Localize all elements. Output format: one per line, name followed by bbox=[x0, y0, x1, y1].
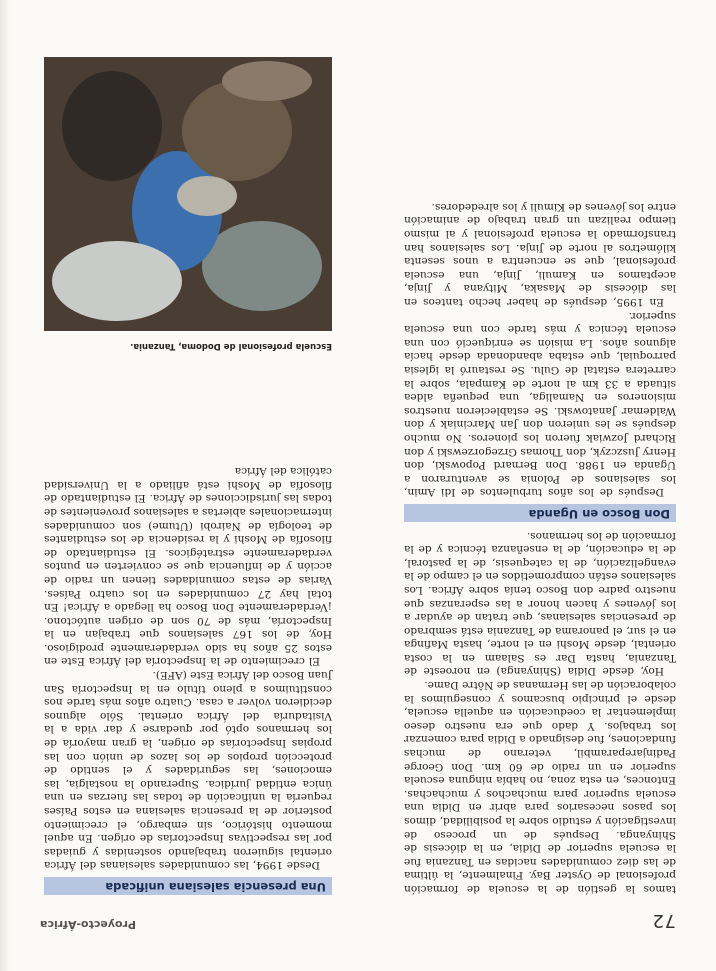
section-heading-unified: Una presencia salesiana unificada bbox=[44, 877, 332, 895]
paragraph: tamos la gestión de la escuela de formación profesional de Oyster Bay. Finalmente, la última de las diez comunidades nacidas en Tanzania fue la escuela superior de Didia, en la diócesis de Shinyanga. Después de un proceso de investigación y estudio sobre la posibilidad, dimos los pasos necesarios para abrir en Didia una escuela superior para muchachos y muchachas. Entonces, en esta zona, no había ninguna escuela superior en un radio de 60 km. Don George Padinjareparambil, veterano de muchas fundaciones, fue designado a Didia para comenzar los trabajos. Y dado que era nuestro deseo implementar la coeducación en aquella escuela, desde el principio buscamos y conseguimos la colaboración de las Hermanas de Nôtre Dame. bbox=[403, 679, 676, 895]
page-number: 72 bbox=[652, 910, 676, 931]
section-heading-uganda: Don Bosco en Uganda bbox=[404, 504, 676, 522]
paragraph: El crecimiento de la Inspectoría del África Este en estos 25 años ha sido verdaderamente prodigioso. Hoy, de los 167 salesianos que trabajan en la Inspectoría, más de 70 son de origen autóctono. ¡Verdaderamente Don Bosco ha llegado a África! En total hay 27 comunidades en los cuatro Países. Varias de estas comunidades tienen un radio de acción y de influencia que se convierten en puntos verdaderamente estratégicos. El estudiantado de filosofía de Moshi y la residencia de los estudiantes de teología de Nairobi (Utume) son comunidades internacionales abiertas a salesianos provenientes de todas las jurisdicciones de África. El estudiantado de filosofía de Moshi está afiliado a la Universidad católica del África bbox=[44, 465, 332, 668]
paragraph: Después de los años turbulentos de Idi Amin, los salesianos de Polonia se aventuraron a Uganda en 1988. Don Bernard Popowski, don Henry Juszczyk, don Thomas Grzegorzewski y don Richard Jozwiak fueron los pioneros. No mucho después se les unieron don Jan Marciniak y don Waldemar Janatowski. Se establecieron nuestros misioneros en Namaliga, una pequeña aldea situada a 33 km al norte de Kampala, sobre la carretera estatal de Gulu. Se restauró la iglesia parroquial, que estaba abandonada desde hacía algunos años. La misión se enriqueció con una escuela técnica y más tarde con una escuela superior. bbox=[404, 309, 676, 499]
left-column bbox=[404, 199, 676, 895]
paragraph: En 1995, después de haber hecho tanteos en las diócesis de Masaka, Mityana y Jinja, aceptamos en Kamuli, Jinja, una escuela profesional, que se encuentra a unos sesenta kilómetros al norte de Jinja. Los salesianos han transformado la escuela profesional y al mismo tiempo realizan un gran trabajo de animación entre los jóvenes de Kimuli y los alrededores. bbox=[404, 200, 676, 309]
paragraph: Desde 1994, las comunidades salesianas del África oriental siguieron trabajando sostenidas y guiadas por las respectivas Inspectorías de origen. En aquel momento histórico, sin embargo, el crecimiento posterior de la presencia salesiana en estos Países requería la unificación de todas las fuerzas en una única entidad jurídica. Superando la nostalgia, las emociones, las seguridades y el sentido de protección propios de los lazos de unión con las propias Inspectorías de origen, la gran mayoría de los hermanos optó por quedarse y dar vida a la Visitaduría del África oriental. Sólo algunos decidieron volver a casa. Cuatro años más tarde nos constituimos a pleno título en la Inspectoría San Juan Bosco del África Este (AFE). bbox=[44, 669, 332, 872]
paragraph: Hoy, desde Didia (Shinyanga) en noroeste de Tanzania, hasta Dar es Salaam en la costa oriental, desde Moshi en el norte, hasta Mafinga en el sur, el panorama de Tanzania está sembrado de presencias salesianas, que tratan de ayudar a los jóvenes y hacen honor a las esperanzas que nuestro padre don Bosco tenía sobre África. Los salesianos están comprometidos en el campo de la evangelización, de la catequesis, de la pastoral, de la educación, de la enseñanza técnica y de la formación de los hermanos. bbox=[404, 529, 676, 678]
running-head: Proyecto-África bbox=[40, 918, 137, 931]
scan-edge bbox=[0, 0, 10, 971]
right-column bbox=[44, 464, 332, 895]
photo-caption: Escuela profesional de Dodoma, Tanzania. bbox=[130, 341, 332, 351]
workshop-photo bbox=[44, 57, 332, 331]
